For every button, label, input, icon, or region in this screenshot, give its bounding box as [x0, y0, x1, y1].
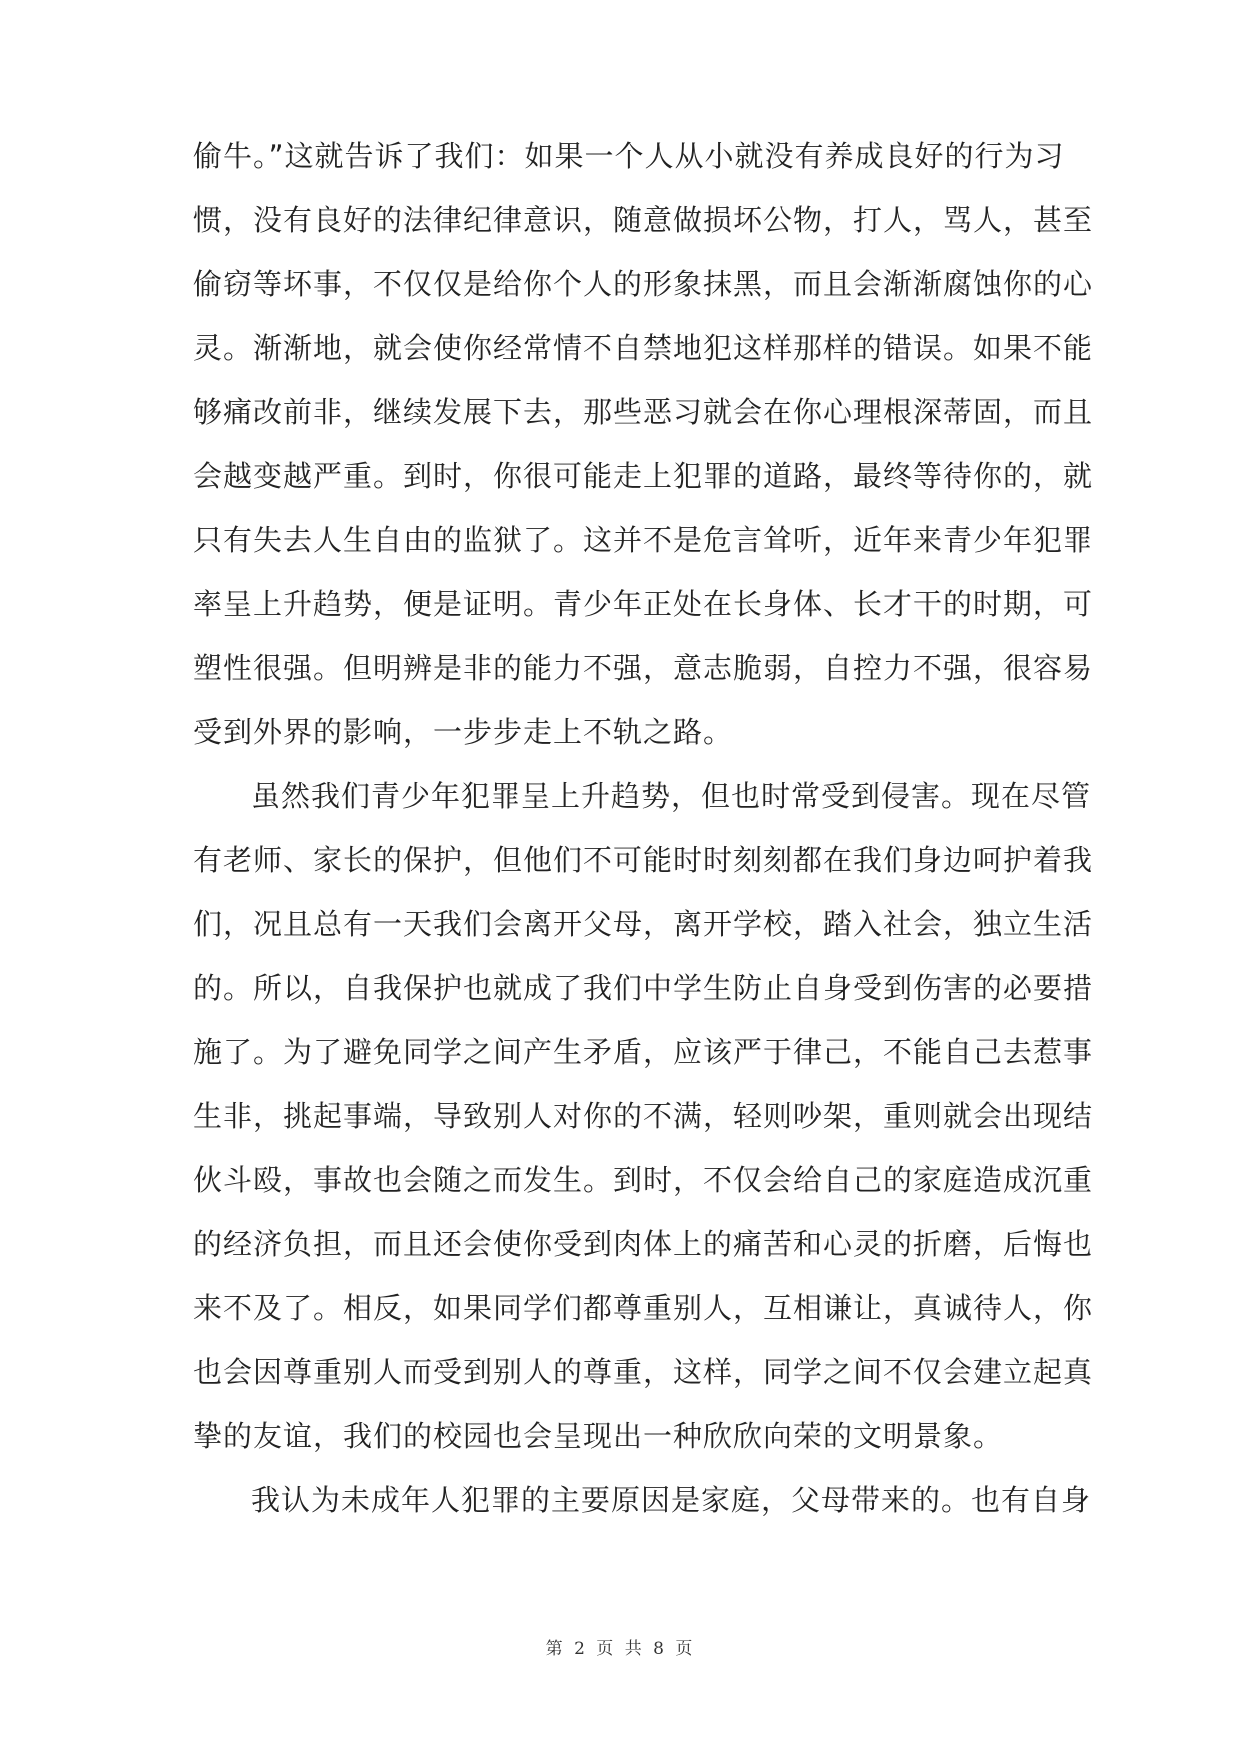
text-line: 们，况且总有一天我们会离开父母，离开学校，踏入社会，独立生活 — [193, 907, 1094, 941]
text-line: 偷牛。”这就告诉了我们：如果一个人从小就没有养成良好的行为习 — [193, 139, 1065, 173]
text-line: 虽然我们青少年犯罪呈上升趋势，但也时常受到侵害。现在尽管 — [251, 779, 1092, 813]
text-line: 挚的友谊，我们的校园也会呈现出一种欣欣向荣的文明景象。 — [193, 1419, 1004, 1453]
text-line: 只有失去人生自由的监狱了。这并不是危言耸听，近年来青少年犯罪 — [193, 523, 1094, 557]
text-line: 生非，挑起事端，导致别人对你的不满，轻则吵架，重则就会出现结 — [193, 1099, 1094, 1133]
text-line: 会越变越严重。到时，你很可能走上犯罪的道路，最终等待你的，就 — [193, 459, 1094, 493]
paragraph-2 — [193, 764, 1094, 1468]
text-line: 灵。渐渐地，就会使你经常情不自禁地犯这样那样的错误。如果不能 — [193, 331, 1094, 365]
text-line: 塑性很强。但明辨是非的能力不强，意志脆弱，自控力不强，很容易 — [193, 651, 1094, 685]
text-line: 伙斗殴，事故也会随之而发生。到时，不仅会给自己的家庭造成沉重 — [193, 1163, 1094, 1197]
text-line: 够痛改前非，继续发展下去，那些恶习就会在你心理根深蒂固，而且 — [193, 395, 1094, 429]
text-line: 的。所以，自我保护也就成了我们中学生防止自身受到伤害的必要措 — [193, 971, 1094, 1005]
text-line: 惯，没有良好的法律纪律意识，随意做损坏公物，打人，骂人，甚至 — [193, 203, 1094, 237]
text-line: 有老师、家长的保护，但他们不可能时时刻刻都在我们身边呵护着我 — [193, 843, 1094, 877]
document-body — [193, 124, 1094, 1532]
paragraph-1-continued — [193, 124, 1094, 764]
text-line: 也会因尊重别人而受到别人的尊重，这样，同学之间不仅会建立起真 — [193, 1355, 1094, 1389]
paragraph-3 — [193, 1468, 1092, 1532]
page-number-footer: 第 2 页 共 8 页 — [545, 1639, 696, 1659]
text-line: 偷窃等坏事，不仅仅是给你个人的形象抹黑，而且会渐渐腐蚀你的心 — [193, 267, 1094, 301]
text-line: 我认为未成年人犯罪的主要原因是家庭，父母带来的。也有自身 — [251, 1483, 1092, 1517]
text-line: 受到外界的影响，一步步走上不轨之路。 — [193, 715, 734, 749]
text-line: 来不及了。相反，如果同学们都尊重别人，互相谦让，真诚待人，你 — [193, 1291, 1094, 1325]
text-line: 施了。为了避免同学之间产生矛盾，应该严于律己，不能自己去惹事 — [193, 1035, 1094, 1069]
text-line: 率呈上升趋势，便是证明。青少年正处在长身体、长才干的时期，可 — [193, 587, 1094, 621]
text-line: 的经济负担，而且还会使你受到肉体上的痛苦和心灵的折磨，后悔也 — [193, 1227, 1094, 1261]
